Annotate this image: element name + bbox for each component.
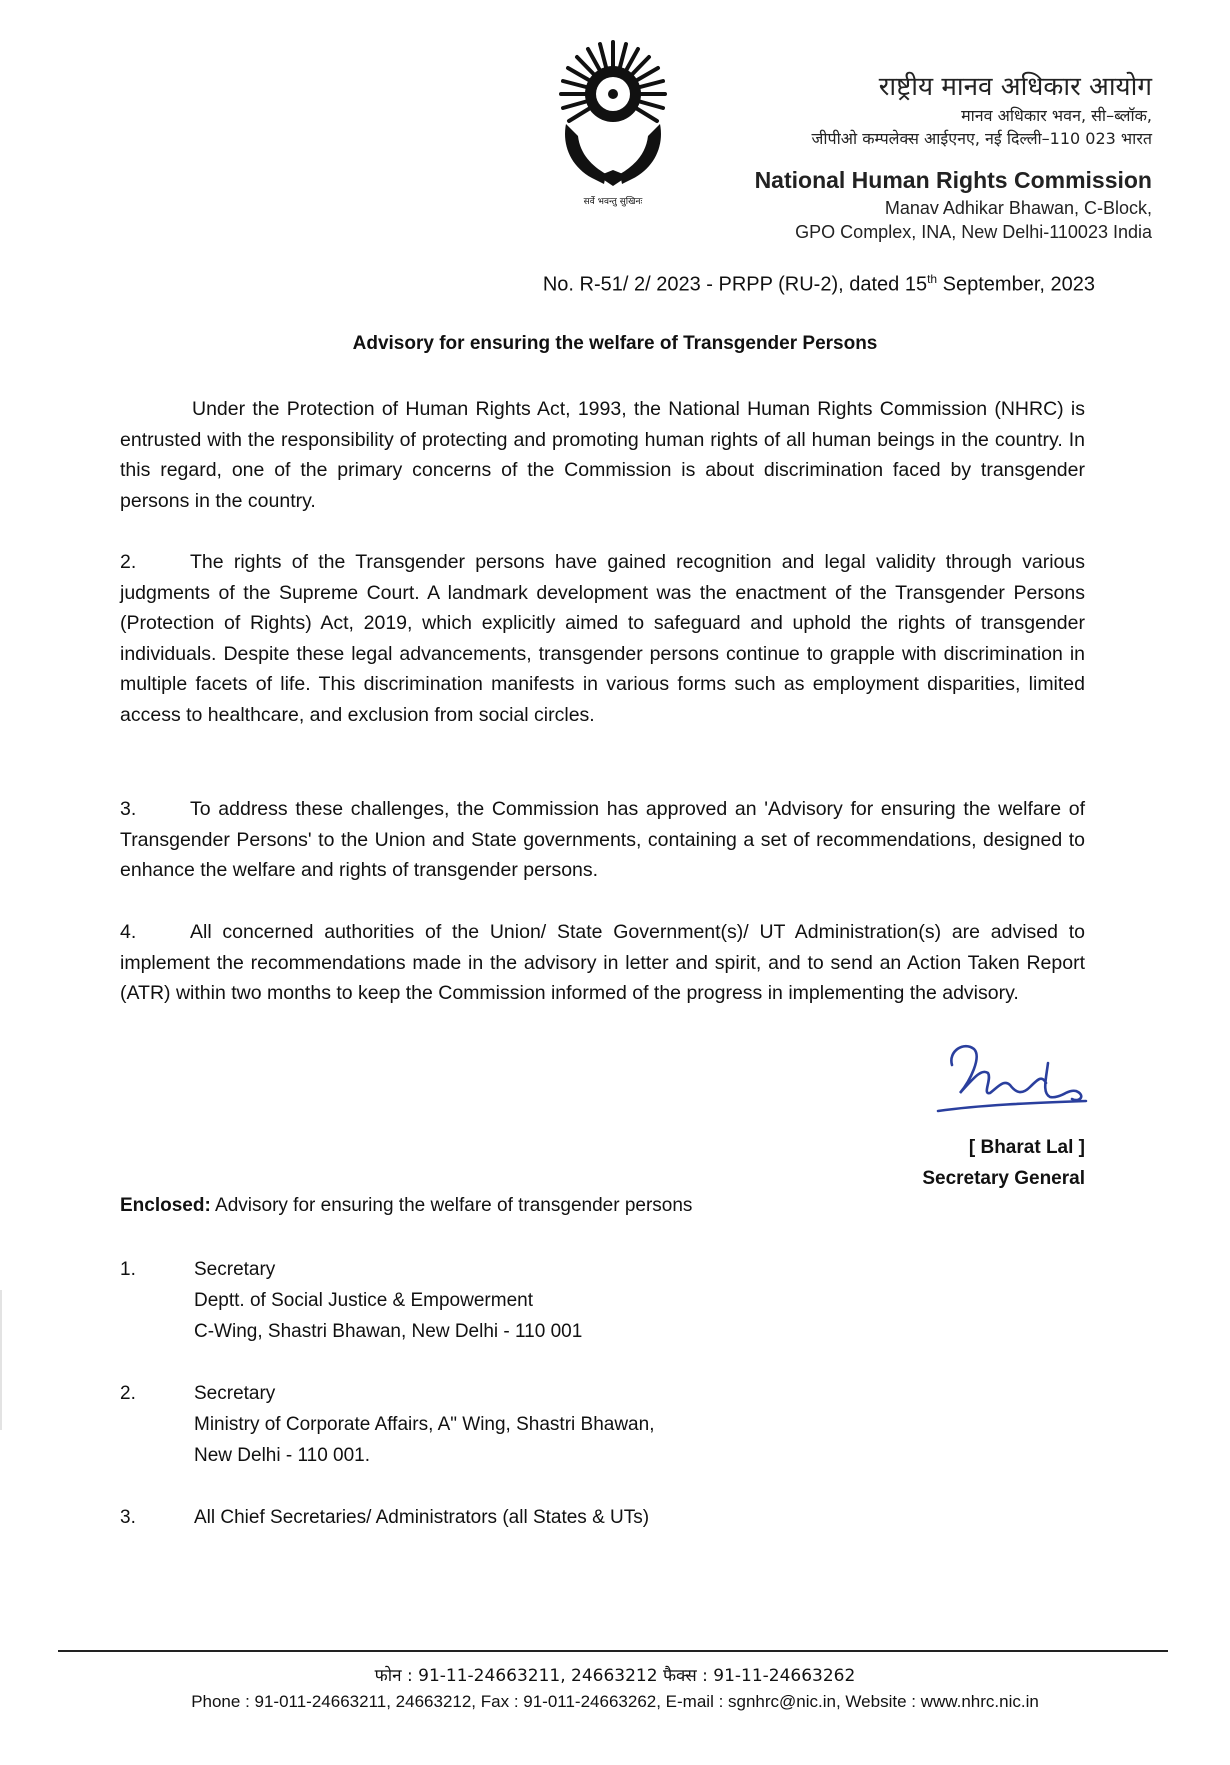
nhrc-logo <box>552 36 674 211</box>
paragraph-3: 3. To address these challenges, the Commission has approved an 'Advisory for ensuring the welfare of Transgender Persons' to the Union and State governments, containing a set of recommendations, designed to enhance the welfare and rights of transgender persons. <box>120 794 1085 886</box>
right-hand-icon <box>620 124 661 184</box>
paragraph-number: 2. <box>120 551 137 573</box>
letterhead-hindi <box>812 70 1153 150</box>
signatory-block <box>922 1132 1085 1194</box>
paragraph-4: 4. All concerned authorities of the Union/ State Government(s)/ UT Administration(s) are advised to implement the recommendations made in the advisory in letter and spirit, and to send an Action Taken Report (ATR) within two months to keep the Commission informed of the progress in implementing the advisory. <box>120 917 1085 1009</box>
org-name: National Human Rights Commission <box>754 167 1152 193</box>
left-hand-icon <box>565 124 606 184</box>
paragraph-1: Under the Protection of Human Rights Act, 1993, the National Human Rights Commission (NHRC) is entrusted with the responsibility of protecting and promoting human rights of all human beings in the country. In this regard, one of the primary concerns of the Commission is about discrimination faced by transgender persons in the country. <box>120 398 1085 512</box>
address-hindi-1: मानव अधिकार भवन, सी–ब्लॉक, <box>961 106 1152 125</box>
paragraph-2: 2. The rights of the Transgender persons have gained recognition and legal validity through various judgments of the Supreme Court. A landmark development was the enactment of the Transgender Persons (Protection of Rights) Act, 2019, which explicitly aimed to safeguard and uphold the rights of transgender individuals. Despite these legal advancements, transgender persons continue to grapple with discrimination in multiple facets of life. This discrimination manifests in various forms such as employment disparities, limited access to healthcare, and exclusion from social circles. <box>120 547 1085 730</box>
footer-divider <box>58 1650 1168 1652</box>
footer-contact-hindi: फोन : 91-11-24663211, 24663212 फैक्स : 91-11-24663262 <box>374 1666 856 1686</box>
signatory-name: [ Bharat Lal ] <box>968 1137 1085 1158</box>
footer-contact-english: Phone : 91-011-24663211, 24663212, Fax : 91-011-24663262, E-mail : sgnhrc@nic.in, Website : www.nhrc.nic.in <box>191 1692 1039 1711</box>
logo-motto: सर्वे भवन्तु सुखिनः <box>583 197 643 207</box>
address-hindi-2: जीपीओ कम्पलेक्स आईएनए, नई दिल्ली–110 023 भारत <box>811 129 1152 148</box>
address-line-2: GPO Complex, INA, New Delhi-110023 India <box>795 222 1152 242</box>
scan-edge <box>0 1290 2 1430</box>
handwritten-signature <box>930 1035 1110 1135</box>
document-title: Advisory for ensuring the welfare of Transgender Persons <box>352 333 878 354</box>
address-line-1: Manav Adhikar Bhawan, C-Block, <box>884 198 1152 218</box>
enclosure-note: Enclosed: Advisory for ensuring the welfare of transgender persons <box>120 1195 693 1216</box>
org-name-hindi: राष्ट्रीय मानव अधिकार आयोग <box>878 72 1152 102</box>
document-page: सर्वे भवन्तु सुखिनः राष्ट्रीय मानव अधिकार आयोग मानव अधिकार भवन, सी–ब्लॉक, जीपीओ कम्पलेक्स आईएनए, नई दिल्ली–110 023 भारत National Human Rights Commission Manav Adhikar Bhawan, C-Block, GPO Complex, INA, New Delhi-110023 India No. R-51/ 2/ 2023 - PRPP (RU-2), dated 15th September, 2023 Advisory for ensuring the welfare of Transgender Persons Under the Protection of Human Rights Act, 1993, the National Human Rights Commission (NHRC) is entrusted with the responsibility of protecting and promoting human rights of all human beings in the country. In this regard, one of the primary concerns of the Commission is about discrimination faced by transgender persons in the country. 2. The rights of the Transgender persons have gained recognition and legal validity through various judgments of the Supreme Court. A landmark development was the enactment of the Transgender Persons (Protection of Rights) Act, 2019, which explicitly aimed to safeguard and uphold the rights of transgender individuals. Despite these legal advancements, transgender persons continue to grapple with discrimination in multiple facets of life. This discrimination manifests in various forms such as employment disparities, limited access to healthcare, and exclusion from social circles. 3. To address these challenges, the Commission has approved an 'Advisory for ensuring the welfare of Transgender Persons' to the Union and State governments, containing a set of recommendations, designed to enhance the welfare and rights of transgender persons. 4. All concerned authorities of the Union/ State Government(s)/ UT Administration(s) are advised to implement the recommendations made in the advisory in letter and spirit, and to send an Action Taken Report (ATR) within two months to keep the Commission informed of the progress in implementing the advisory. [ Bharat Lal ] Secretary General Enclosed: Advisory for ensuring the welfare of transgender persons 1. Secretary Deptt. of Social Justice & Empowerment C-Wing, Shastri Bhawan, New Delhi - 110 001 2. Secretary Ministry of Corporate Affairs, A" Wing, Shastri Bhawan, New Delhi - 110 001. 3. All Chief Secretaries/ Administrators (all States & UTs) फोन : 91-11-24663211, 24663212 फैक्स : 91-11-24663262 Phone : 91-011-24663211, 24663212, Fax : 91-011-24663262, E-mail : sgnhrc@nic.in, Website : www.nhrc.nic.in <box>0 0 1230 1765</box>
letterhead-english <box>755 164 1152 244</box>
paragraph-number: 3. <box>120 798 137 820</box>
paragraph-number: 4. <box>120 921 137 943</box>
signatory-designation: Secretary General <box>922 1168 1085 1189</box>
reference-number: No. R-51/ 2/ 2023 - PRPP (RU-2), dated 15th September, 2023 <box>542 272 1095 296</box>
